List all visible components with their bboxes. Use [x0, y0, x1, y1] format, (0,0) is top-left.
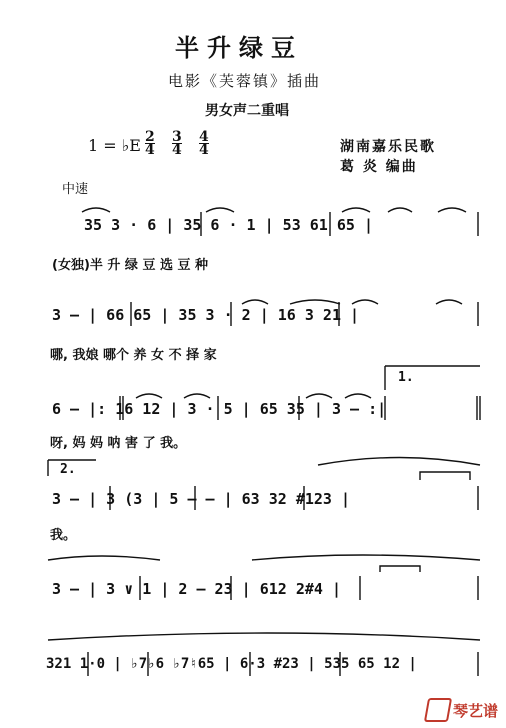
song-subtitle: 电影《芙蓉镇》插曲 — [168, 72, 322, 90]
meter-3-den: 4 — [199, 142, 209, 158]
volta-1-label: 1. — [398, 370, 414, 385]
score-row-3-lyrics: 呀, 妈 妈 呐 害 了 我。 — [50, 436, 187, 451]
meter-1-num: 2 — [145, 129, 155, 145]
song-title: 半升绿豆 — [175, 33, 303, 62]
score-row-2-lyrics: 哪, 我娘 哪个 养 女 不 择 家 — [50, 348, 217, 363]
voice-type: 男女声二重唱 — [205, 103, 289, 119]
score-row-6-notes: 321 1·0 | ♭7♭6 ♭7♮65 | 6·3 #23 | 535 65 12 | — [46, 656, 417, 672]
watermark-text: 琴艺谱 — [452, 701, 498, 720]
arranger-credit: 葛 炎 编曲 — [340, 159, 418, 175]
meter-2-den: 4 — [172, 142, 182, 158]
origin-credit: 湖南嘉乐民歌 — [340, 139, 436, 155]
score-row-4-notes: 3 — | 3 (3 | 5 — — | 63 32 #123 | — [52, 490, 351, 508]
meter-3-num: 4 — [199, 129, 209, 145]
score-row-1-lyrics: (女独)半 升 绿 豆 选 豆 种 — [52, 258, 209, 273]
watermark-logo-icon — [424, 698, 452, 722]
score-row-5-notes: 3 — | 3 ∨ 1 | 2 — 23 | 612 2#4 | — [52, 580, 341, 598]
score-row-1-notes: 35 3 · 6 | 35 6 · 1 | 53 61 65 | — [84, 216, 373, 234]
score-row-4-lyrics: 我。 — [50, 528, 77, 543]
tempo-marking: 中速 — [62, 182, 89, 197]
key-signature: 1 = ♭E — [88, 136, 141, 155]
watermark — [426, 698, 498, 722]
meter-1-den: 4 — [145, 142, 155, 158]
volta-2-label: 2. — [60, 462, 76, 477]
meter-2-num: 3 — [172, 129, 182, 145]
score-row-3-notes: 6 — |: 16 12 | 3 · 5 | 65 35 | 3 — :| — [52, 400, 387, 418]
score-row-2-notes: 3 — | 66 65 | 35 3 · 2 | 16 3 21 | — [52, 306, 360, 324]
